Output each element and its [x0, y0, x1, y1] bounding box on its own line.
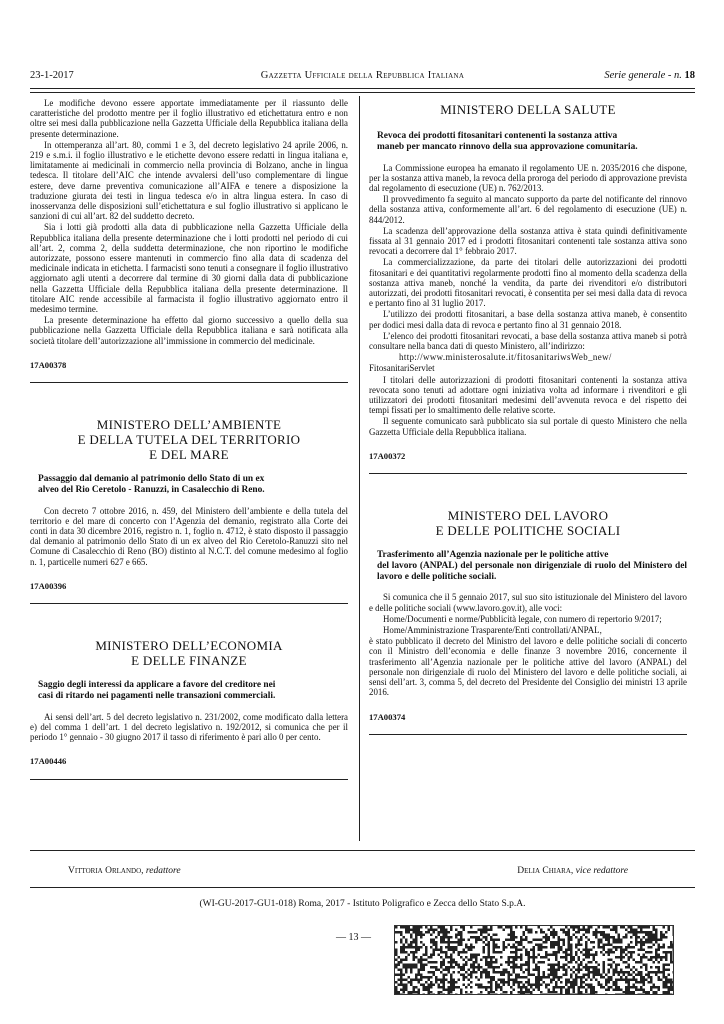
section-separator [369, 473, 687, 474]
footer-rule-lower [30, 887, 695, 888]
editor: Vittoria Orlando, redattore [68, 866, 181, 876]
database-url-continued[interactable]: FitosanitariServlet [369, 363, 435, 374]
section-separator [30, 382, 348, 383]
ministry-line: E DELLE FINANZE [131, 653, 247, 669]
left-column [30, 98, 348, 780]
page-header [30, 68, 695, 86]
notice-paragraph: è stato pubblicato il decreto del Ministro del lavoro e delle politiche sociali di concerto con il Ministro dell’economia e delle finanze 3 novembre 2016, concernente il trasferimento all’Agenzia nazionale per le politiche attive del lavoro (ANPAL) del personale non dirigenziale di ruolo del Ministero del lavoro e delle politiche sociali, ai sensi dell’art. 3, comma 5, del decreto del Presidente del Consiglio dei ministri 13 aprile 2016. [369, 636, 687, 698]
subject-line: Trasferimento all’Agenzia nazionale per le politiche attive [377, 550, 609, 561]
gazette-title: Gazzetta Ufficiale della Repubblica Italiana [260, 70, 465, 81]
notice-code: 17A00446 [30, 756, 67, 767]
ministry-heading-lavoro [369, 508, 687, 538]
notice-paragraph: La scadenza dell’approvazione della sostanza attiva è stata quindi definitivamente fissata al 31 gennaio 2017 ed i prodotti fitosanitari contenenti tale sostanza attiva sono revocati a decorrere dal 1° febbraio 2017. [369, 225, 687, 257]
vice-editor-role: vice redattore [575, 866, 628, 876]
notice-paragraph: Il provvedimento fa seguito al mancato supporto da parte del notificante del rinnovo della sostanza attiva, conformemente all’art. 6 del regolamento di esecuzione (UE) n. 844/2012. [369, 194, 687, 225]
notice-code: 17A00372 [369, 450, 406, 461]
page-number: — 13 — [336, 932, 371, 943]
database-url[interactable]: http://www.ministerosalute.it/fitosanitariwsWeb_new/ [399, 352, 612, 363]
header-rule-thin [30, 92, 695, 93]
right-column [369, 98, 687, 735]
ministry-heading-ambiente [30, 417, 348, 462]
ministry-heading-economia [30, 638, 348, 668]
notice-paragraph: Ai sensi dell’art. 5 del decreto legislativo n. 231/2002, come modificato dalla lettera e) del comma 1 dell’art. 1 del decreto legislativo n. 192/2012, si comunica che per il periodo 1° gennaio - 30 giugno 2017 il tasso di riferimento è pari allo 0 per cento. [30, 711, 348, 743]
ministry-line: MINISTERO DELLA SALUTE [440, 102, 616, 117]
section-separator [30, 603, 348, 604]
notice-paragraph: Con decreto 7 ottobre 2016, n. 459, del Ministero dell’ambiente e della tutela del territorio e del mare di concerto con l’Agenzia del demanio, registrato alla Corte dei conti in data 30 dicembre 2016, registro n. 1, foglio n. 4712, è stato disposto il passaggio dal demanio al patrimonio dello Stato di un ex alveo del Rio Ceretolo-Ranuzzi sito nel Comune di Casalecchio di Reno (BO) distinto al N.C.T. del comune medesimo al foglio n. 1, particelle numeri 627 e 665. [30, 505, 348, 567]
ministry-line: E DELLE POLITICHE SOCIALI [435, 523, 621, 539]
notice-paragraph: Si comunica che il 5 gennaio 2017, sul suo sito istituzionale del Ministero del lavoro e delle politiche sociali (www.lavoro.gov.it), alle voci: [369, 592, 687, 613]
vice-editor: Delia Chiara, vice redattore [517, 866, 628, 876]
notice-subject [30, 474, 348, 496]
barcode-graphic [395, 926, 674, 995]
subject-line: maneb per mancato rinnovo della sua approvazione comunitaria. [377, 141, 638, 152]
ministry-line: E DELLA TUTELA DEL TERRITORIO [77, 432, 301, 448]
notice-paragraph: Home/Amministrazione Trasparente/Enti controllati/ANPAL, [383, 625, 602, 636]
notice-paragraph: L’utilizzo dei prodotti fitosanitari, a base della sostanza attiva maneb, è consentito per dodici mesi dalla data di revoca e pertanto fino al 31 gennaio 2018. [369, 309, 687, 330]
issue-date: 23-1-2017 [30, 70, 74, 81]
notice-paragraph: L’elenco dei prodotti fitosanitari revocati, a base della sostanza attiva maneb si potrà consultare nella banca dati di questo Ministero, all’indirizzo: [369, 330, 687, 352]
notice-code: 17A00396 [30, 580, 67, 591]
section-separator [369, 734, 687, 735]
subject-line: Passaggio dal demanio al patrimonio dello Stato di un ex [38, 474, 265, 485]
intro-paragraph: Sia i lotti già prodotti alla data di pubblicazione nella Gazzetta Ufficiale della Repubblica italiana della presente determinazione che i lotti prodotti nel periodo di cui all’art. 2, comma 2, della suddetta determinazione, che non riportino le modifiche autorizzate, possono essere mantenuti in commercio fino alla data di scadenza del medicinale indicata in etichetta. I farmacisti sono tenuti a consegnare il foglio illustrativo aggiornato agli utenti a decorrere dal termine di 30 giorni dalla data di pubblicazione nella Gazzetta Ufficiale della Repubblica italiana della presente determinazione. Il titolare AIC rende accessibile al farmacista il foglio illustrativo aggiornato entro il medesimo termine. [30, 222, 348, 315]
ministry-line: E DEL MARE [149, 447, 229, 463]
serie-label [604, 70, 695, 81]
editor-role: redattore [145, 866, 181, 876]
subject-line: alveo del Rio Ceretolo - Ranuzzi, in Casalecchio di Reno. [38, 484, 265, 495]
ministry-heading-salute [369, 102, 687, 117]
intro-paragraph: Le modifiche devono essere apportate immediatamente per il riassunto delle caratteristiche del prodotto mentre per il foglio illustrativo ed etichettatura entro e non oltre sei mesi dalla pubblicazione nella Gazzetta Ufficiale della Repubblica italiana della presente determinazione. [30, 98, 348, 139]
notice-code: 17A00378 [30, 359, 67, 370]
subject-line: Revoca dei prodotti fitosanitari contenenti la sostanza attiva [377, 131, 618, 141]
subject-line: del lavoro (ANPAL) del personale non dirigenziale di ruolo del Ministero del lavoro e delle politiche sociali. [377, 560, 687, 582]
datamatrix-barcode-icon [394, 925, 674, 995]
vice-editor-name: Delia Chiara [517, 866, 571, 876]
footer-rule [30, 850, 695, 851]
section-separator [30, 779, 348, 780]
notice-paragraph: Home/Documenti e norme/Pubblicità legale, con numero di repertorio 9/2017; [383, 613, 662, 624]
header-rule [30, 88, 695, 89]
notice-code: 17A00374 [369, 711, 406, 722]
notice-paragraph: La commercializzazione, da parte dei titolari delle autorizzazioni dei prodotti fitosanitari e dei quantitativi regolarmente prodotti fino al momento della scadenza della sostanza attiva maneb, nonché la vendita, da parte dei rivenditori e/o distributori autorizzati, dei prodotti fitosanitari revocati, è consentita per sei mesi dalla data di revoca e pertanto fino al 31 luglio 2017. [369, 257, 687, 309]
intro-paragraph: La presente determinazione ha effetto dal giorno successivo a quello della sua pubblicazione nella Gazzetta Ufficiale della Repubblica italiana e sarà notificata alla società titolare dell’autorizzazione all’immissione in commercio del medicinale. [30, 315, 348, 346]
serie-number: 18 [684, 70, 695, 81]
ministry-line: MINISTERO DEL LAVORO [447, 508, 609, 524]
notice-subject [369, 550, 687, 582]
notice-paragraph: I titolari delle autorizzazioni di prodotti fitosanitari contenenti la sostanza attiva revocata sono tenuti ad adottare ogni iniziativa volta ad informare i rivenditori e gli utilizzatori dei prodotti fitosanitari medesimi dell’avvenuta revoca e del rispetto dei tempi fissati per lo smaltimento delle relative scorte. [369, 374, 687, 416]
imprint: (WI-GU-2017-GU1-018) Roma, 2017 - Istituto Poligrafico e Zecca dello Stato S.p.A. [199, 899, 526, 909]
ministry-line: MINISTERO DELL’AMBIENTE [96, 417, 282, 433]
column-divider [359, 96, 360, 841]
serie-number-prefix: - n. [665, 70, 685, 81]
subject-line: Saggio degli interessi da applicare a favore del creditore nei [38, 680, 276, 691]
intro-paragraph: In ottemperanza all’art. 80, commi 1 e 3, del decreto legislativo 24 aprile 2006, n. 219 e s.m.i. il foglio illustrativo e le etichette devono essere redatti in lingua italiana e, limitatamente ai medicinali in commercio nella provincia di Bolzano, anche in lingua tedesca. Il titolare dell’AIC che intende avvalersi dell’uso complementare di lingue estere, deve darne preventiva comunicazione all’AIFA e tenere a disposizione la traduzione giurata dei testi in lingua tedesca e/o in altra lingua estera. In caso di inosservanza delle disposizioni sull’etichettatura e sul foglio illustrativo si applicano le sanzioni di cui all’art. 82 del suddetto decreto. [30, 139, 348, 222]
notice-paragraph: La Commissione europea ha emanato il regolamento UE n. 2035/2016 che dispone, per la sostanza attiva maneb, la revoca della proroga del periodo di approvazione prevista dal regolamento di esecuzione (UE) n. 762/2013. [369, 162, 687, 193]
notice-paragraph: Il seguente comunicato sarà pubblicato sia sul portale di questo Ministero che nella Gazzetta Ufficiale della Repubblica italiana. [369, 416, 687, 437]
editor-name: Vittoria Orlando [68, 866, 142, 876]
serie-text: Serie generale [604, 70, 666, 81]
notice-subject [369, 131, 687, 153]
ministry-line: MINISTERO DELL’ECONOMIA [95, 638, 283, 654]
notice-subject [30, 680, 348, 702]
subject-line: casi di ritardo nei pagamenti nelle transazioni commerciali. [38, 690, 276, 701]
